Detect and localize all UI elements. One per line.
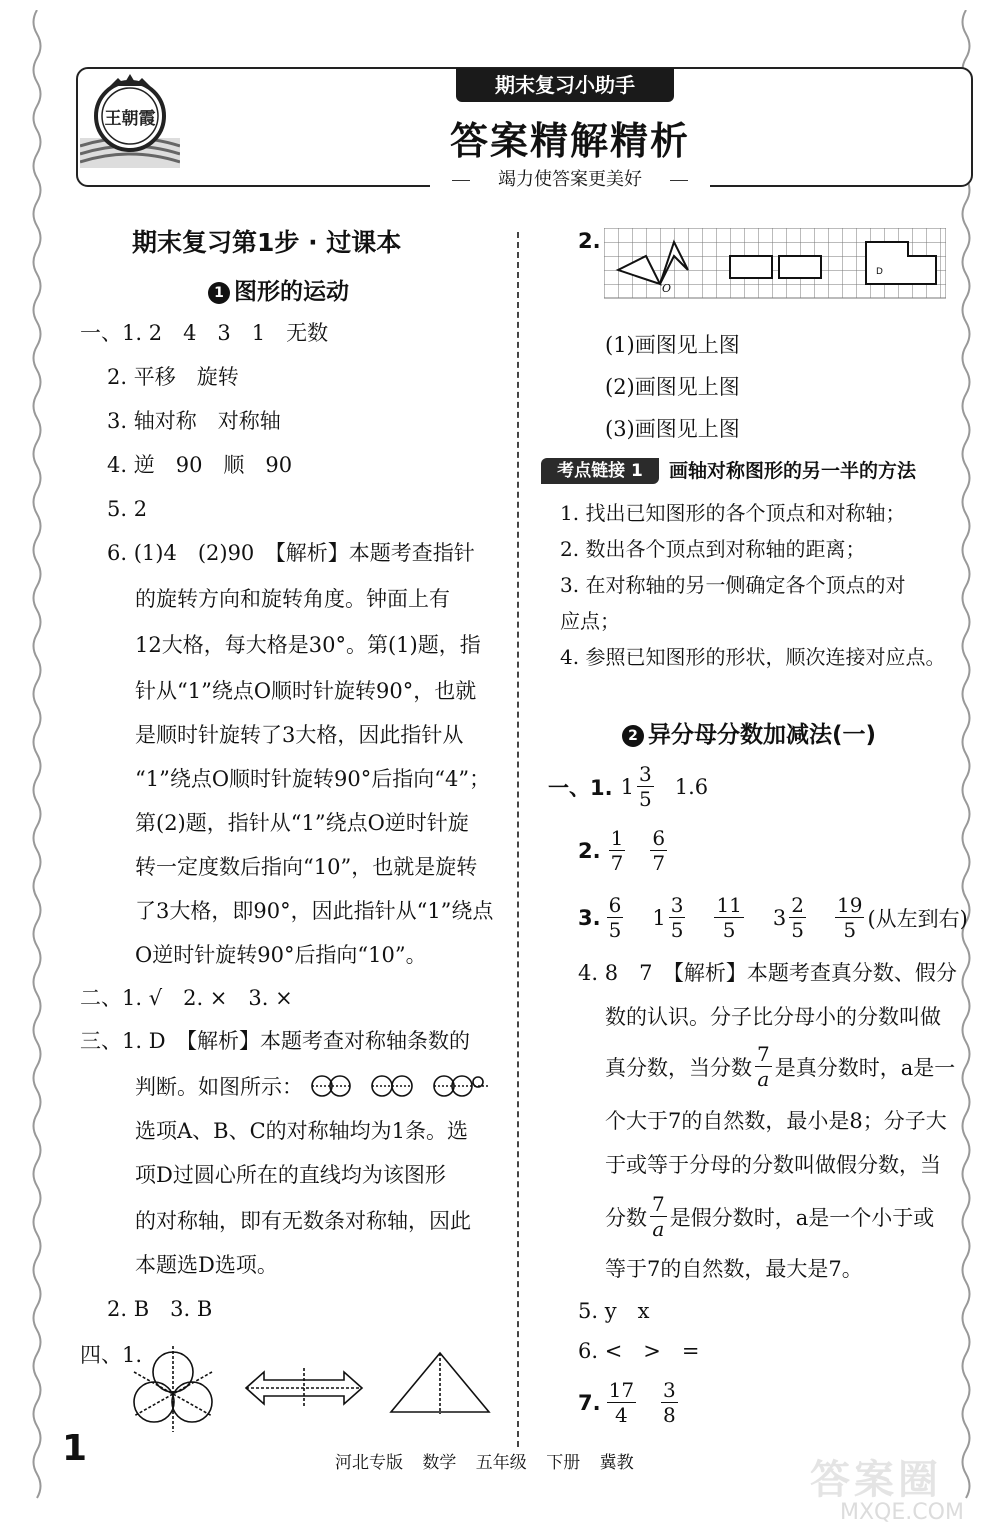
knowledge-link (541, 456, 951, 486)
fraction: $\frac{6}{7}$ (652, 826, 666, 875)
svg-text:王朝霞: 王朝霞 (104, 109, 156, 129)
fraction: $\frac{11}{5}$ (716, 893, 742, 942)
answer-line: 第(2)题，指针从“1”绕点O逆时针旋 (135, 811, 469, 835)
grid-figure (604, 228, 946, 300)
answer-line: 12大格，每大格是30°。第(1)题，指 (135, 633, 481, 657)
section-title: 期末复习第1步 · 过课本 (132, 228, 402, 257)
header-tab: 期末复习小助手 (456, 68, 674, 102)
answer-line: 3. 轴对称 对称轴 (107, 409, 281, 433)
unit2-number: 2 (622, 725, 644, 747)
fraction: $\frac{1}{7}$ (610, 826, 624, 875)
answer-line: 6. (1)4 (2)90 【解析】本题考查指针 (107, 541, 475, 565)
trefoil-figure (128, 1344, 218, 1434)
q2-label: 2. (578, 229, 601, 253)
knowledge-link-title: 画轴对称图形的另一半的方法 (669, 460, 917, 482)
answer-line: 2. B 3. B (107, 1297, 213, 1321)
q7-label: 7. (578, 1390, 601, 1415)
q4-line: 数的认识。分子比分母小的分数叫做 (605, 1005, 941, 1029)
watermark-url: MXQE.COM (840, 1500, 964, 1525)
draw-answer: (1)画图见上图 (605, 333, 740, 357)
mixed-whole: 1 (652, 905, 666, 930)
q3-line (578, 895, 968, 940)
page-title: 答案精解精析 (449, 119, 690, 163)
q1-decimal: 1.6 (674, 774, 709, 799)
knowledge-line: 2. 数出各个顶点到对称轴的距离； (560, 537, 866, 561)
answer-line: 了3大格，即90°，因此指针从“1”绕点 (135, 899, 494, 923)
grid-label-d: D (876, 267, 883, 277)
q1-line (548, 764, 708, 809)
double-arrow-figure (244, 1366, 364, 1410)
answer-line: 5. 2 (107, 497, 148, 521)
triangle-figure (388, 1350, 492, 1416)
knowledge-line: 3. 在对称轴的另一侧确定各个顶点的对 (560, 573, 906, 597)
answer-line: 针从“1”绕点O顺时针旋转90°，也就 (135, 679, 477, 703)
unit1-number: 1 (208, 282, 230, 304)
answer-line: 本题选D选项。 (135, 1253, 278, 1277)
answer-line: 判断。如图所示： (135, 1075, 303, 1099)
symmetry-options-figure (310, 1070, 500, 1102)
q2b-label: 2. (578, 838, 601, 863)
unit1-heading (208, 277, 349, 307)
knowledge-line: 1. 找出已知图形的各个顶点和对称轴； (560, 501, 906, 525)
answer-line: 选项A、B、C的对称轴均为1条。选 (135, 1119, 469, 1143)
unit2-heading (622, 720, 876, 750)
q4-line: 于或等于分母的分数叫做假分数，当 (605, 1153, 941, 1177)
fraction: $\frac{2}{5}$ (791, 893, 804, 942)
brand-logo (80, 68, 180, 168)
grid-label-o: O (662, 282, 672, 295)
answer-line: 二、1. √ 2. × 3. × (80, 986, 293, 1010)
fraction: $\frac{19}{5}$ (837, 893, 863, 942)
fraction: $\frac{3}{5}$ (670, 893, 684, 942)
page-number: 1 (62, 1428, 88, 1469)
unit1-title: 图形的运动 (234, 279, 349, 305)
knowledge-line: 应点； (560, 609, 620, 633)
q6-line: 6. < > = (578, 1339, 700, 1363)
header-slogan: 竭力使答案更美好 (430, 166, 710, 194)
answer-line: 的旋转方向和旋转角度。钟面上有 (135, 587, 450, 611)
mixed-whole: 3 (772, 905, 787, 930)
fraction: $\frac{17}{4}$ (608, 1378, 635, 1427)
answer-line: O逆时针旋转90°后指向“10”。 (135, 943, 427, 967)
q4-frac-line: 真分数，当分数 $\frac{7}{a}$ 是真分数时，a是一 (605, 1042, 956, 1091)
unit2-title: 异分母分数加减法(一) (648, 722, 877, 748)
answer-line: 转一定度数后指向“10”，也就是旋转 (135, 855, 478, 879)
answer-line: 一、1. 2 4 3 1 无数 (80, 321, 329, 345)
answer-line: 4. 逆 90 顺 90 (107, 453, 293, 477)
answer-line: 2. 平移 旋转 (107, 365, 239, 389)
q5-line: 5. y x (578, 1299, 650, 1323)
q4-line: 个大于7的自然数，最小是8；分子大 (605, 1109, 947, 1133)
q1-label: 一、1. (548, 775, 613, 800)
knowledge-link-badge: 考点链接 1 (541, 458, 659, 484)
right-wavy-edge (959, 10, 973, 1506)
footer-info: 河北专版 数学 五年级 下册 冀教 (335, 1453, 634, 1473)
q4-line: 4. 8 7 【解析】本题考查真分数、假分 (578, 961, 957, 985)
q3-label: 3. (578, 905, 601, 930)
answer-line: 的对称轴，即有无数条对称轴，因此 (135, 1209, 471, 1233)
answer-line: 是顺时针旋转了3大格，因此指针从 (135, 723, 464, 747)
watermark: 答案圈 (810, 1457, 942, 1503)
q1-whole: 1 (620, 774, 634, 799)
answer-line: 四、1. (80, 1343, 143, 1367)
answer-line: “1”绕点O顺时针旋转90°后指向“4”； (135, 767, 491, 791)
fraction: $\frac{6}{5}$ (608, 893, 622, 942)
column-divider (517, 232, 519, 1447)
answer-line: 项D过圆心所在的直线均为该图形 (135, 1163, 446, 1187)
draw-answer: (2)画图见上图 (605, 375, 740, 399)
q2b-line (578, 828, 670, 873)
fraction: $\frac{3}{8}$ (663, 1378, 676, 1427)
q4-frac-line: 分数 $\frac{7}{a}$ 是假分数时，a是一个小于或 (605, 1192, 935, 1241)
answer-line: 三、1. D 【解析】本题考查对称轴条数的 (80, 1029, 471, 1053)
left-wavy-edge (30, 10, 44, 1506)
q7-line (578, 1380, 681, 1425)
fraction: $\frac{3}{5}$ (638, 762, 652, 811)
q3-note: (从左到右) (867, 906, 968, 931)
fraction: $\frac{7}{a}$ (757, 1042, 770, 1091)
fraction: $\frac{7}{a}$ (652, 1192, 665, 1241)
draw-answer: (3)画图见上图 (605, 417, 740, 441)
knowledge-line: 4. 参照已知图形的形状，顺次连接对应点。 (560, 645, 946, 669)
q4-line: 等于7的自然数，最大是7。 (605, 1257, 863, 1281)
